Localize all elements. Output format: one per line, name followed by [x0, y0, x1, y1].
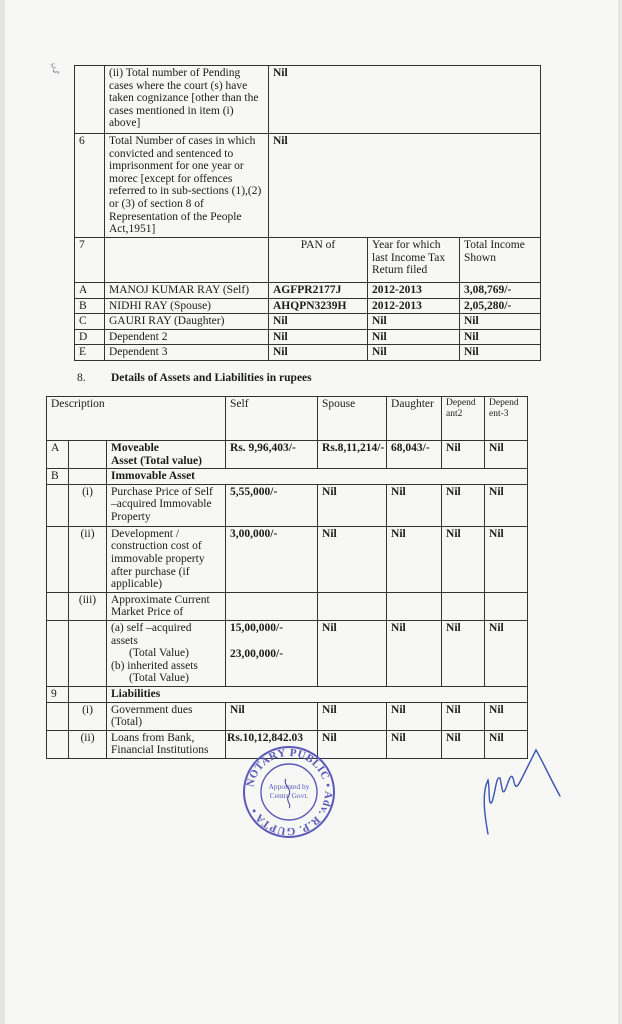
table-row: [75, 283, 541, 299]
dep3-value: Nil: [485, 620, 528, 686]
assets-liabilities-table: [46, 396, 528, 759]
empty-cell: [47, 620, 69, 686]
empty-cell: [69, 620, 107, 686]
daughter-header: Daughter: [387, 397, 442, 441]
self-acquired-value: 15,00,000/-: [230, 621, 284, 634]
liabilities-label: Liabilities: [107, 686, 528, 702]
self-value: Rs. 9,96,403/-: [226, 441, 318, 469]
person-letter: C: [75, 314, 105, 330]
dep2-value: Nil: [442, 702, 485, 730]
dep2-value: Nil: [442, 441, 485, 469]
sub-number: (i): [69, 484, 107, 526]
stray-pen-mark: ξ: [48, 61, 61, 78]
table-row: [75, 329, 541, 345]
empty-cell: [69, 441, 107, 469]
convicted-cases-row: [75, 134, 541, 238]
person-income: 3,08,769/-: [460, 283, 541, 299]
person-name: GAURI RAY (Daughter): [105, 314, 269, 330]
government-dues-label: Government dues (Total): [107, 702, 226, 730]
convicted-cases-label: Total Number of cases in which convicted and sentenced to imprisonment for one year or morec [except for offences referred to in sub-sections (1),(2) or (3) of section 8 of Representation of the People Act,1951]: [105, 134, 269, 238]
empty-cell: [387, 592, 442, 620]
dep2-value: Nil: [442, 620, 485, 686]
empty-cell: [69, 686, 107, 702]
empty-cell: [47, 730, 69, 758]
dep2-value: Nil: [442, 730, 485, 758]
dep3-value: Nil: [485, 484, 528, 526]
stamp-ring-text: NOTARY PUBLIC • Adv. R.P. GUPTA •: [244, 746, 335, 838]
spouse-value: Nil: [318, 484, 387, 526]
empty-cell: [69, 469, 107, 485]
market-price-label: Approximate Current Market Price of: [107, 592, 226, 620]
person-letter: A: [75, 283, 105, 299]
pan-header: PAN of: [269, 238, 368, 283]
convicted-cases-value: Nil: [269, 134, 541, 238]
row-number: 6: [75, 134, 105, 238]
self-value: 5,55,000/-: [226, 484, 318, 526]
dep2-value: Nil: [442, 484, 485, 526]
person-pan: Nil: [269, 329, 368, 345]
government-dues-row: [47, 702, 528, 730]
immovable-asset-row: [47, 469, 528, 485]
daughter-value: Nil: [387, 702, 442, 730]
spouse-value: Rs.8,11,214/-: [318, 441, 387, 469]
market-price-values-row: [47, 620, 528, 686]
person-income: Nil: [460, 345, 541, 361]
person-letter: B: [75, 298, 105, 314]
self-values: [226, 620, 318, 686]
self-acquired-label: (a) self –acquired assets: [111, 621, 192, 647]
year-header: Year for which last Income Tax Return filed: [368, 238, 460, 283]
daughter-value: Nil: [387, 526, 442, 592]
person-income: Nil: [460, 314, 541, 330]
empty-cell: [47, 484, 69, 526]
income-header: Total Income Shown: [460, 238, 541, 283]
development-cost-row: [47, 526, 528, 592]
person-income: 2,05,280/-: [460, 298, 541, 314]
empty-cell: [47, 526, 69, 592]
pending-cases-label: (ii) Total number of Pending cases where the court (s) have taken cognizance [other than the cases mentioned in item (i) above]: [105, 66, 269, 134]
daughter-value: Nil: [387, 484, 442, 526]
spouse-value: Nil: [318, 620, 387, 686]
empty-cell: [105, 238, 269, 283]
dep3-value: Nil: [485, 702, 528, 730]
dependant2-header: Depend ant2: [442, 397, 485, 441]
immovable-asset-label: Immovable Asset: [107, 469, 528, 485]
dep3-value: Nil: [485, 730, 528, 758]
self-acquired-total-label: (Total Value): [129, 647, 189, 660]
page-right-edge: [618, 0, 622, 1024]
daughter-value: Nil: [387, 730, 442, 758]
person-pan: Nil: [269, 314, 368, 330]
person-name: MANOJ KUMAR RAY (Self): [105, 283, 269, 299]
person-year: Nil: [368, 329, 460, 345]
self-value: Nil: [226, 702, 318, 730]
daughter-value: Nil: [387, 620, 442, 686]
table-row: [75, 314, 541, 330]
spouse-value: Nil: [318, 526, 387, 592]
bank-loans-label: Loans from Bank, Financial Institutions: [107, 730, 226, 758]
person-year: 2012-2013: [368, 298, 460, 314]
sub-number: (ii): [69, 730, 107, 758]
criminal-cases-pan-table: [74, 65, 541, 361]
person-year: Nil: [368, 345, 460, 361]
person-income: Nil: [460, 329, 541, 345]
empty-cell: [47, 702, 69, 730]
spouse-value: Nil: [318, 730, 387, 758]
page-left-edge: [0, 0, 5, 1024]
purchase-price-label: Purchase Price of Self –acquired Immovable Property: [107, 484, 226, 526]
pending-cases-row: [75, 66, 541, 134]
sub-number: (i): [69, 702, 107, 730]
self-header: Self: [226, 397, 318, 441]
person-name: NIDHI RAY (Spouse): [105, 298, 269, 314]
row-number: 9: [47, 686, 69, 702]
dep3-value: Nil: [485, 441, 528, 469]
description-header: Description: [47, 397, 226, 441]
sub-number: (ii): [69, 526, 107, 592]
moveable-label-line1: Moveable: [111, 442, 159, 454]
row-letter: B: [47, 469, 69, 485]
development-cost-label: Development / construction cost of immovable property after purchase (if applicable): [107, 526, 226, 592]
person-name: Dependent 2: [105, 329, 269, 345]
empty-cell: [442, 592, 485, 620]
market-price-row: [47, 592, 528, 620]
inherited-value: 23,00,000/-: [230, 647, 284, 660]
person-letter: E: [75, 345, 105, 361]
row-number: 7: [75, 238, 105, 283]
row-letter: A: [47, 441, 69, 469]
empty-cell: [226, 592, 318, 620]
section-title: Details of Assets and Liabilities in rupees: [111, 372, 312, 384]
dep2-value: Nil: [442, 526, 485, 592]
section-number: 8.: [77, 372, 86, 384]
inherited-label: (b) inherited assets: [111, 659, 198, 672]
signature: [466, 742, 566, 842]
empty-cell: [318, 592, 387, 620]
header-row: [47, 397, 528, 441]
moveable-label-line2: Asset (Total value): [111, 454, 202, 467]
empty-cell: [485, 592, 528, 620]
person-letter: D: [75, 329, 105, 345]
notary-stamp: [242, 745, 336, 839]
liabilities-row: [47, 686, 528, 702]
table-row: [75, 298, 541, 314]
dependent3-header: Depend ent-3: [485, 397, 528, 441]
person-year: Nil: [368, 314, 460, 330]
empty-cell: [47, 592, 69, 620]
section-heading: [77, 372, 312, 384]
row-number-empty: [75, 66, 105, 134]
pending-cases-value: Nil: [269, 66, 541, 134]
purchase-price-row: [47, 484, 528, 526]
table-row: [75, 345, 541, 361]
daughter-value: 68,043/-: [387, 441, 442, 469]
dep3-value: Nil: [485, 526, 528, 592]
sub-number: (iii): [69, 592, 107, 620]
person-pan: AHQPN3239H: [269, 298, 368, 314]
pan-header-row: [75, 238, 541, 283]
stamp-center-line1: Appointed by: [268, 782, 310, 791]
market-price-sub-labels: [107, 620, 226, 686]
person-pan: AGFPR2177J: [269, 283, 368, 299]
spacer: [230, 635, 313, 648]
inherited-total-label: (Total Value): [129, 672, 189, 685]
self-value: Rs.10,12,842.03: [226, 730, 318, 758]
self-value: 3,00,000/-: [226, 526, 318, 592]
signature-stroke: [484, 750, 560, 834]
stamp-center-line2: Centre Govt.: [269, 791, 309, 800]
person-year: 2012-2013: [368, 283, 460, 299]
person-name: Dependent 3: [105, 345, 269, 361]
spouse-header: Spouse: [318, 397, 387, 441]
moveable-asset-row: [47, 441, 528, 469]
moveable-asset-label: [107, 441, 226, 469]
person-pan: Nil: [269, 345, 368, 361]
spouse-value: Nil: [318, 702, 387, 730]
